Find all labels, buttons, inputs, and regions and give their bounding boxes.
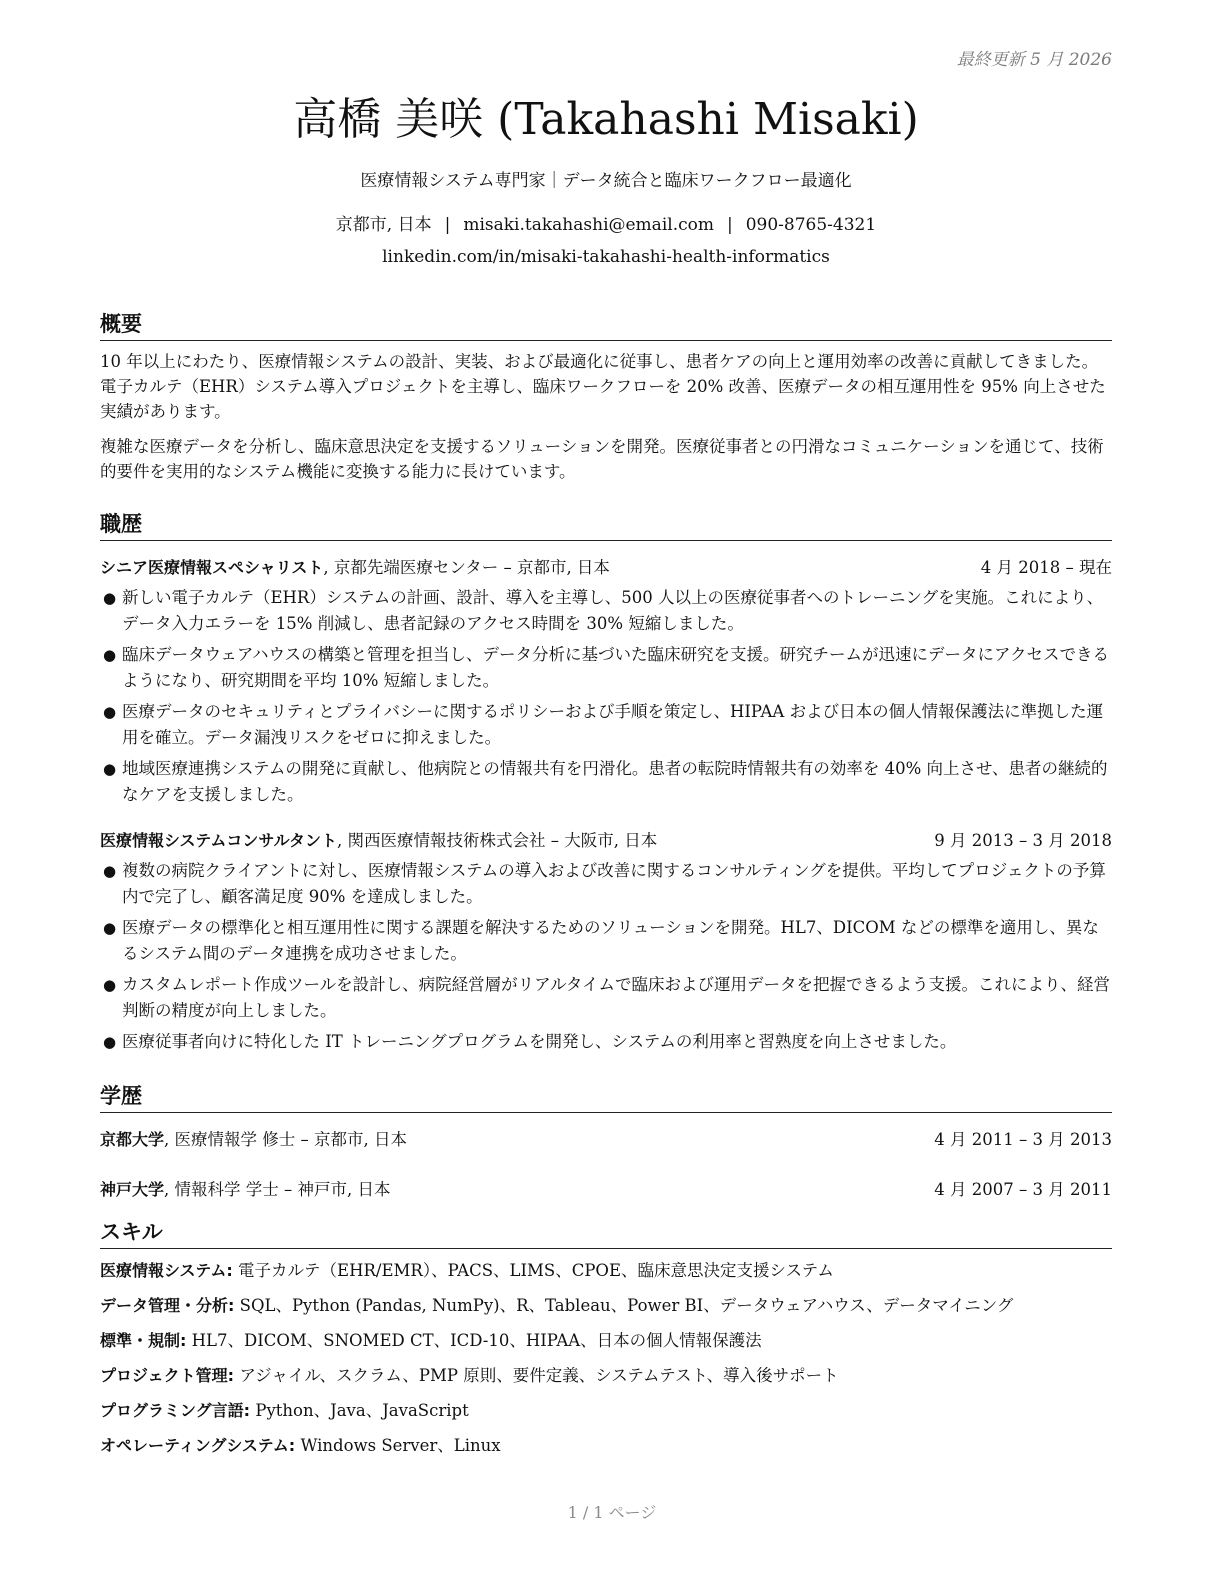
bullet-icon: ●: [103, 1033, 117, 1051]
section-title: 職歴: [100, 510, 1112, 541]
section-title: 学歴: [100, 1082, 1112, 1113]
skill-label: プログラミング言語:: [100, 1401, 251, 1420]
list-item: ● 医療データのセキュリティとプライバシーに関するポリシーおよび手順を策定し、HIPAA および日本の個人情報保護法に準拠した運用を確立。データ漏洩リスクをゼロに抑えました。: [100, 699, 1112, 751]
summary-section: [100, 310, 1112, 484]
list-item: ● 新しい電子カルテ（EHR）システムの計画、設計、導入を主導し、500 人以上の医療従事者へのトレーニングを実施。これにより、データ入力エラーを 15% 削減し、患者記録のアクセス時間を 30% 短縮しました。: [100, 585, 1112, 637]
bullet-icon: ●: [103, 976, 117, 994]
section-title: 概要: [100, 310, 1112, 341]
list-item: ● 医療データの標準化と相互運用性に関する課題を解決するためのソリューションを開発。HL7、DICOM などの標準を適用し、異なるシステム間のデータ連携を成功させました。: [100, 915, 1112, 967]
job-header: [100, 828, 1112, 854]
separator: |: [726, 215, 733, 235]
skill-label: オペレーティングシステム:: [100, 1436, 296, 1455]
job-bullets: [100, 858, 1112, 1055]
education-item: [100, 1177, 1112, 1203]
degree: , 情報科学 学士 – 神戸市, 日本: [164, 1180, 391, 1199]
last-updated: 最終更新 5 月 2026: [956, 50, 1112, 70]
skill-row: [100, 1328, 1112, 1354]
skill-value: Windows Server、Linux: [295, 1436, 501, 1455]
skill-row: [100, 1363, 1112, 1389]
resume-header: [100, 88, 1112, 270]
skill-row: [100, 1398, 1112, 1424]
education-dates: 4 月 2007 – 3 月 2011: [934, 1180, 1112, 1199]
contact-line: [100, 212, 1112, 238]
bullet-icon: ●: [103, 646, 117, 664]
skill-value: アジャイル、スクラム、PMP 原則、要件定義、システムテスト、導入後サポート: [234, 1366, 839, 1385]
skill-value: HL7、DICOM、SNOMED CT、ICD-10、HIPAA、日本の個人情報保護法: [186, 1331, 762, 1350]
skill-value: Python、Java、JavaScript: [250, 1401, 469, 1420]
phone: 090-8765-4321: [745, 215, 877, 235]
job-header: [100, 555, 1112, 581]
list-item: ● 複数の病院クライアントに対し、医療情報システムの導入および改善に関するコンサルティングを提供。平均してプロジェクトの予算内で完了し、顧客満足度 90% を達成しました。: [100, 858, 1112, 910]
bullet-icon: ●: [103, 760, 117, 778]
bullet-icon: ●: [103, 703, 117, 721]
linkedin-link[interactable]: linkedin.com/in/misaki-takahashi-health-informatics: [382, 247, 830, 267]
skill-label: 医療情報システム:: [100, 1261, 233, 1280]
skill-label: 標準・規制:: [100, 1331, 187, 1350]
skill-label: プロジェクト管理:: [100, 1366, 235, 1385]
bullet-icon: ●: [103, 919, 117, 937]
education-section: [100, 1082, 1112, 1203]
bullet-icon: ●: [103, 862, 117, 880]
experience-section: [100, 510, 1112, 1060]
education-item: [100, 1127, 1112, 1153]
summary-paragraph: 複雑な医療データを分析し、臨床意思決定を支援するソリューションを開発。医療従事者との円滑なコミュニケーションを通じて、技術的要件を実用的なシステム機能に変換する能力に長けています。: [100, 437, 1104, 481]
skill-label: データ管理・分析:: [100, 1296, 235, 1315]
skills-section: [100, 1218, 1112, 1459]
bullet-icon: ●: [103, 589, 117, 607]
list-item: ● 地域医療連携システムの開発に貢献し、他病院との情報共有を円滑化。患者の転院時情報共有の効率を 40% 向上させ、患者の継続的なケアを支援しました。: [100, 756, 1112, 808]
job-bullets: [100, 585, 1112, 808]
job-org: , 京都先端医療センター – 京都市, 日本: [323, 558, 610, 577]
tagline: 医療情報システム専門家｜データ統合と臨床ワークフロー最適化: [360, 171, 852, 191]
section-title: スキル: [100, 1218, 1112, 1249]
education-dates: 4 月 2011 – 3 月 2013: [934, 1130, 1112, 1149]
location: 京都市, 日本: [335, 215, 432, 235]
job-org: , 関西医療情報技術株式会社 – 大阪市, 日本: [336, 831, 658, 850]
job-dates: 9 月 2013 – 3 月 2018: [934, 831, 1112, 850]
skill-row: [100, 1258, 1112, 1284]
list-item: ● カスタムレポート作成ツールを設計し、病院経営層がリアルタイムで臨床および運用データを把握できるよう支援。これにより、経営判断の精度が向上しました。: [100, 972, 1112, 1024]
email-link[interactable]: misaki.takahashi@email.com: [463, 215, 714, 235]
skill-value: SQL、Python (Pandas, NumPy)、R、Tableau、Power BI、データウェアハウス、データマイニング: [234, 1296, 1014, 1315]
separator: |: [444, 215, 451, 235]
summary-paragraph: 10 年以上にわたり、医療情報システムの設計、実装、および最適化に従事し、患者ケアの向上と運用効率の改善に貢献してきました。電子カルテ（EHR）システム導入プロジェクトを主導し、臨床ワークフローを 20% 改善、医療データの相互運用性を 95% 向上させた実績があります。: [100, 352, 1106, 421]
degree: , 医療情報学 修士 – 京都市, 日本: [164, 1130, 407, 1149]
job-role: シニア医療情報スペシャリスト: [100, 558, 324, 577]
school-name: 京都大学: [100, 1130, 165, 1149]
job-dates: 4 月 2018 – 現在: [980, 558, 1112, 577]
page-number: 1 / 1 ページ: [567, 1503, 657, 1522]
school-name: 神戸大学: [100, 1180, 165, 1199]
list-item: ● 臨床データウェアハウスの構築と管理を担当し、データ分析に基づいた臨床研究を支援。研究チームが迅速にデータにアクセスできるようになり、研究期間を平均 10% 短縮しました。: [100, 642, 1112, 694]
skill-row: [100, 1293, 1112, 1319]
job-role: 医療情報システムコンサルタント: [100, 831, 337, 850]
list-item: ● 医療従事者向けに特化した IT トレーニングプログラムを開発し、システムの利用率と習熟度を向上させました。: [100, 1029, 1112, 1055]
skill-value: 電子カルテ（EHR/EMR）、PACS、LIMS、CPOE、臨床意思決定支援システム: [232, 1261, 834, 1280]
skill-row: [100, 1433, 1112, 1459]
candidate-name: 高橋 美咲 (Takahashi Misaki): [293, 94, 919, 145]
